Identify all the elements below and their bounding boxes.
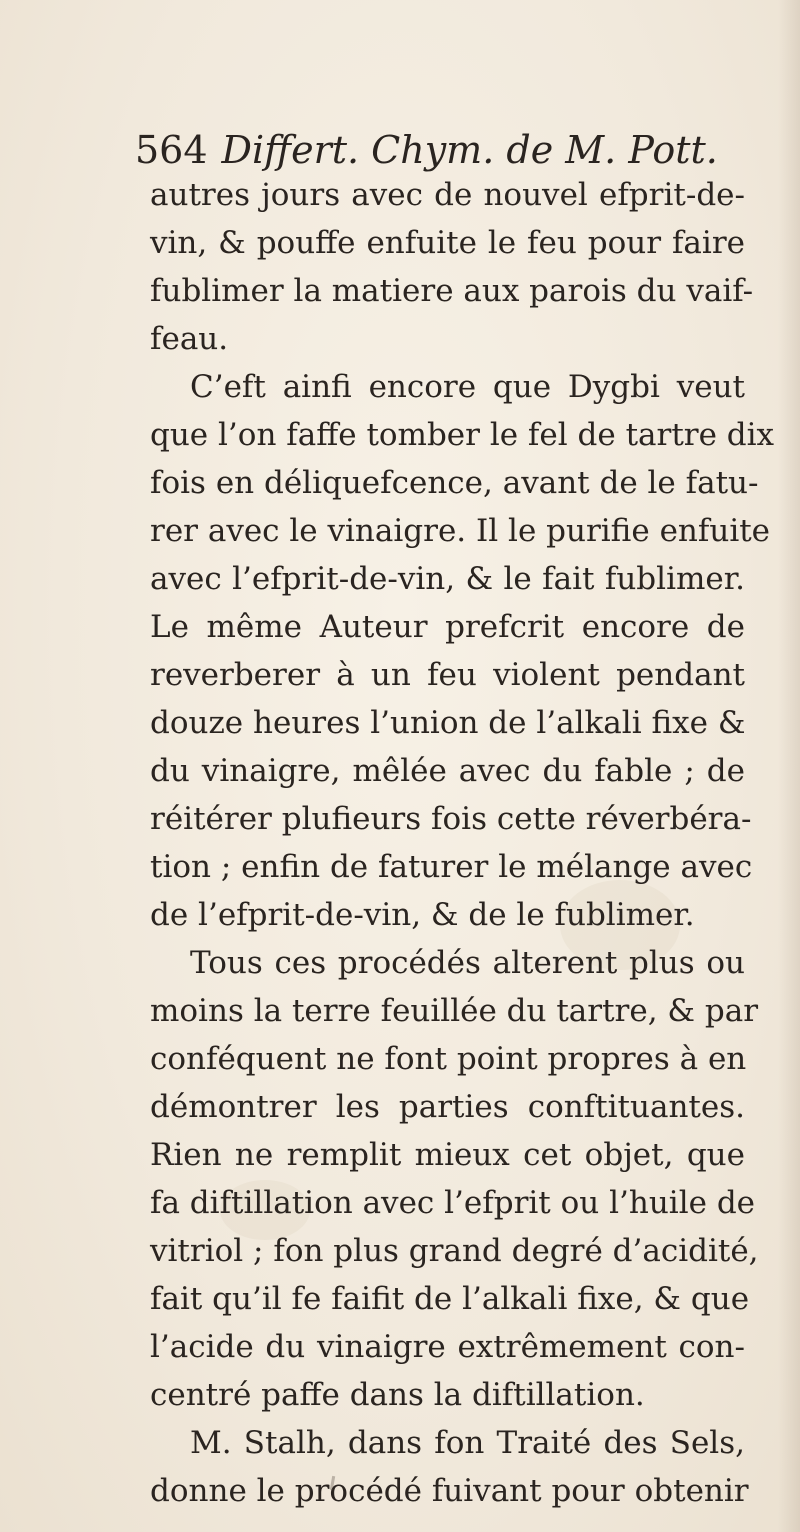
text-line: vitriol ; fon plus grand degré d’acidité, <box>150 1233 759 1269</box>
running-title: Differt. Chym. de M. Pott. <box>221 128 718 172</box>
text-line: reverberer à un feu violent pendant <box>150 657 745 693</box>
text-line: fa diftillation avec l’efprit ou l’huile de <box>150 1185 756 1221</box>
text-line: donne le procédé fuivant pour obtenir <box>150 1473 749 1509</box>
text-line: tion ; enfin de faturer le mélange avec <box>150 849 753 885</box>
body-text <box>150 171 775 1515</box>
text-line: fois en déliquefcence, avant de le fatu- <box>150 465 759 501</box>
text-line: moins la terre feuillée du tartre, & par <box>150 993 759 1029</box>
paragraph-start-line: M. Stalh, dans fon Traité des Sels, <box>190 1425 745 1461</box>
text-line: que l’on faffe tomber le fel de tartre dix <box>150 417 775 453</box>
paragraph-start-line: C’eft ainfi encore que Dygbi veut <box>190 369 745 405</box>
text-line: l’acide du vinaigre extrêmement con- <box>150 1329 745 1365</box>
text-line: vin, & pouffe enfuite le feu pour faire <box>150 225 745 261</box>
page-edge-shadow <box>778 0 800 1532</box>
text-line: fublimer la matiere aux parois du vaif- <box>150 273 754 309</box>
page-number: 564 <box>135 128 208 172</box>
text-line: conféquent ne font point propres à en <box>150 1041 747 1077</box>
text-line: Rien ne remplit mieux cet objet, que <box>150 1137 745 1173</box>
text-line: de l’efprit-de-vin, & de le fublimer. <box>150 897 695 933</box>
paragraph-start-line: Tous ces procédés alterent plus ou <box>190 945 745 981</box>
text-line: centré paffe dans la diftillation. <box>150 1377 645 1413</box>
text-line: réitérer plufieurs fois cette réverbéra- <box>150 801 752 837</box>
text-line: rer avec le vinaigre. Il le purifie enfuite <box>150 513 771 549</box>
text-line: démontrer les parties conftituantes. <box>150 1089 745 1125</box>
text-line: du vinaigre, mêlée avec du fable ; de <box>150 753 745 789</box>
text-line: avec l’efprit-de-vin, & le fait fublimer. <box>150 561 745 597</box>
running-head <box>135 125 735 175</box>
text-line: Le même Auteur prefcrit encore de <box>150 609 745 645</box>
text-line: douze heures l’union de l’alkali fixe & <box>150 705 746 741</box>
text-line: feau. <box>150 321 229 357</box>
text-line: fait qu’il fe faifit de l’alkali fixe, & que <box>150 1281 750 1317</box>
text-line: autres jours avec de nouvel efprit-de- <box>150 177 745 213</box>
